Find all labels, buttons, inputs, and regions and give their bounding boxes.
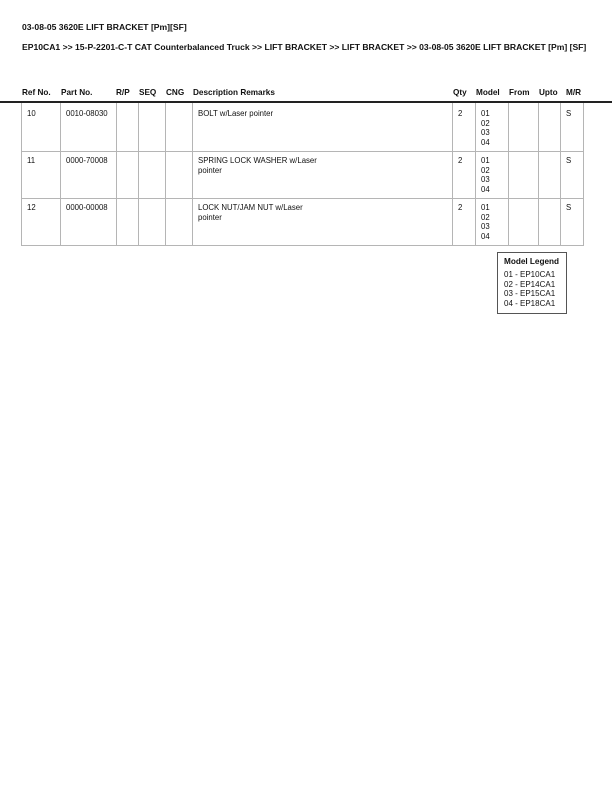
header-from: From [509, 88, 530, 97]
upto [539, 152, 561, 199]
table-row [22, 152, 584, 199]
header-seq: SEQ [139, 88, 157, 97]
page-title: 03-08-05 3620E LIFT BRACKET [Pm][SF] [22, 22, 187, 32]
seq [139, 152, 166, 199]
description: BOLT w/Laser pointer [193, 103, 453, 152]
from [509, 152, 539, 199]
from [509, 199, 539, 246]
header-part-no: Part No. [61, 88, 93, 97]
rp [117, 152, 139, 199]
model-code: 02 [481, 212, 490, 222]
header-upto: Upto [539, 88, 558, 97]
model-code: 01 [481, 156, 490, 165]
models [476, 103, 509, 152]
legend-item: 02 - EP14CA1 [504, 279, 556, 289]
part-no: 0000-70008 [61, 152, 117, 199]
ref-no: 11 [22, 152, 61, 199]
mr: S [561, 152, 584, 199]
cng [166, 103, 193, 152]
model-code: 04 [481, 137, 490, 147]
model-code: 03 [481, 128, 490, 138]
header-cng: CNG [166, 88, 185, 97]
upto [539, 103, 561, 152]
header-model: Model [476, 88, 500, 97]
qty: 2 [453, 199, 476, 246]
model-code: 01 [481, 203, 490, 212]
breadcrumb: EP10CA1 >> 15-P-2201-C-T CAT Counterbalanced Truck >> LIFT BRACKET >> LIFT BRACKET >> 03-08-05 3620E LIFT BRACKET [Pm] [SF] [22, 42, 587, 52]
legend-item: 01 - EP10CA1 [504, 270, 556, 279]
header-mr: M/R [566, 88, 582, 97]
qty: 2 [453, 103, 476, 152]
model-code: 03 [481, 175, 490, 185]
table-row [22, 199, 584, 246]
description: SPRING LOCK WASHER w/Laser pointer [193, 152, 453, 199]
cng [166, 152, 193, 199]
seq [139, 103, 166, 152]
ref-no: 12 [22, 199, 61, 246]
ref-no: 10 [22, 103, 61, 152]
from [509, 103, 539, 152]
description: LOCK NUT/JAM NUT w/Laser pointer [193, 199, 453, 246]
legend-item: 04 - EP18CA1 [504, 298, 556, 308]
parts-table [21, 103, 584, 246]
rp [117, 103, 139, 152]
seq [139, 199, 166, 246]
model-code: 02 [481, 118, 490, 128]
legend-title: Model Legend [504, 257, 560, 266]
models [476, 199, 509, 246]
mr: S [561, 103, 584, 152]
part-no: 0010-08030 [61, 103, 117, 152]
upto [539, 199, 561, 246]
models [476, 152, 509, 199]
header-rp: R/P [116, 88, 130, 97]
model-code: 03 [481, 222, 490, 232]
header-ref-no: Ref No. [22, 88, 51, 97]
model-code: 04 [481, 231, 490, 241]
cng [166, 199, 193, 246]
model-code: 04 [481, 184, 490, 194]
legend-item: 03 - EP15CA1 [504, 289, 556, 299]
model-legend [497, 252, 567, 314]
qty: 2 [453, 152, 476, 199]
mr: S [561, 199, 584, 246]
part-no: 0000-00008 [61, 199, 117, 246]
model-code: 02 [481, 165, 490, 175]
header-qty: Qty [453, 88, 467, 97]
header-description: Description Remarks [193, 88, 275, 97]
rp [117, 199, 139, 246]
model-code: 01 [481, 109, 490, 118]
table-row [22, 103, 584, 152]
